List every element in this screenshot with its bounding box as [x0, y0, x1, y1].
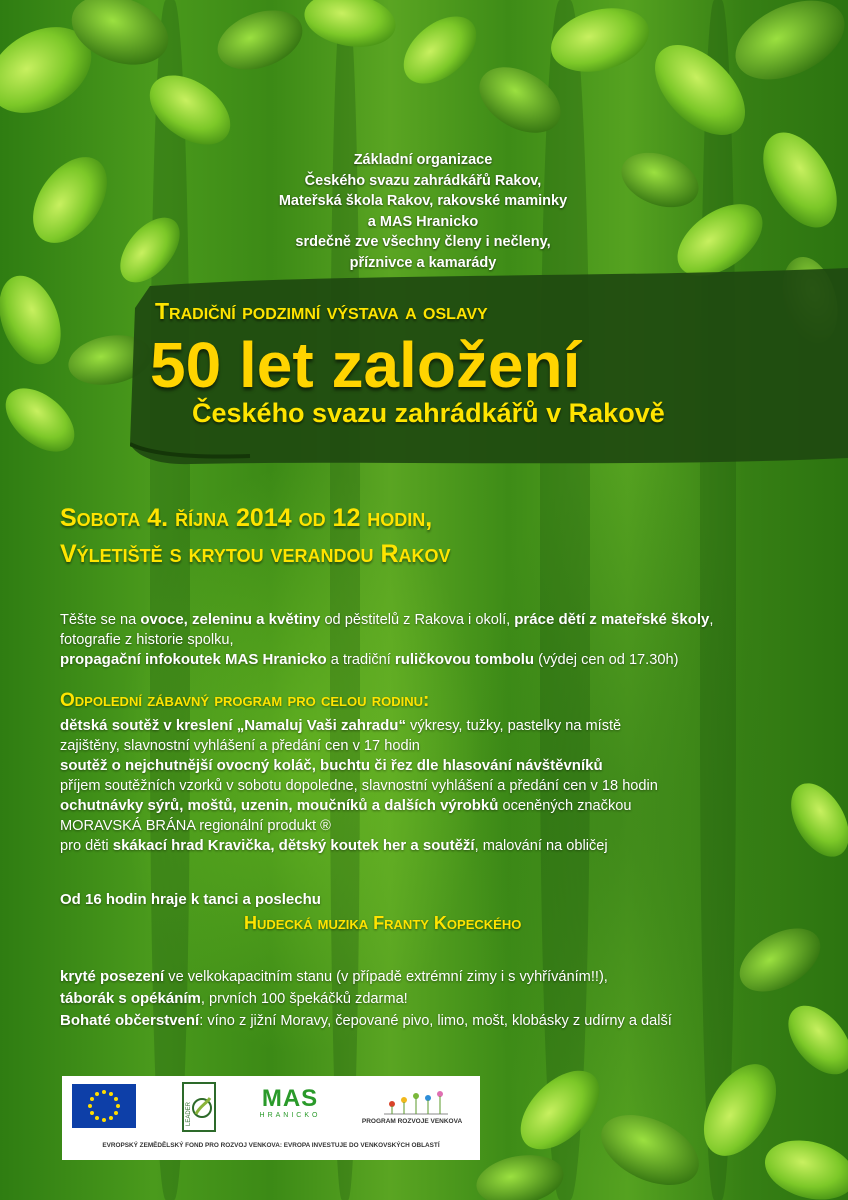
- svg-text:LEADER: LEADER: [186, 1101, 192, 1126]
- intro-line: a MAS Hranicko: [367, 213, 479, 230]
- extras-line: táborák s opékáním, prvních 100 špekáčků zdarma!: [60, 990, 408, 1007]
- sponsor-logos: [62, 1076, 480, 1160]
- intro-line: Mateřská škola Rakov, rakovské maminky: [278, 193, 568, 209]
- offer-line: fotografie z historie spolku,: [60, 631, 234, 648]
- intro-line: příznivce a kamarády: [349, 254, 497, 271]
- program-title: Odpolední zábavný program pro celou rodinu:: [60, 690, 430, 711]
- program-item: ochutnávky sýrů, moštů, uzenin, moučníků a dalších výrobků oceněných značkou: [60, 797, 632, 814]
- program-item: dětská soutěž v kreslení „Namaluj Vaši zahradu“ výkresy, tužky, pastelky na místě: [60, 717, 622, 734]
- leader-logo-icon: [182, 1082, 216, 1132]
- mas-hranicko-logo: MAS HRANICKO: [259, 1085, 321, 1119]
- logos-caption: EVROPSKÝ ZEMĚDĚLSKÝ FOND PRO ROZVOJ VENKOVA: EVROPA INVESTUJE DO VENKOVSKÝCH OBLASTÍ: [102, 1142, 440, 1149]
- offer-line: Těšte se na ovoce, zeleninu a květiny od pěstitelů z Rakova i okolí, práce dětí z mateřské školy,: [60, 611, 714, 628]
- page-title: 50 let založení: [150, 329, 581, 401]
- extras-text: [60, 966, 800, 1032]
- program-item: pro děti skákací hrad Kravička, dětský koutek her a soutěží, malování na obličej: [60, 837, 608, 854]
- program-item: příjem soutěžních vzorků v sobotu dopoledne, slavnostní vyhlášení a předání cen v 18 hodin: [60, 777, 658, 794]
- intro-line: Českého svazu zahrádkářů Rakov,: [304, 172, 542, 189]
- intro-text: [230, 150, 616, 273]
- prv-flowers-icon: [352, 1084, 472, 1118]
- program-item: soutěž o nejchutnější ovocný koláč, buchtu či řez dle hlasování návštěvníků: [60, 757, 603, 774]
- title-line-3: Českého svazu zahrádkářů v Rakově: [192, 398, 665, 428]
- offer-text: [60, 610, 800, 671]
- event-date: Sobota 4. října 2014 od 12 hodin,: [60, 504, 433, 532]
- event-info: [60, 500, 451, 572]
- intro-line: srdečně zve všechny členy i nečleny,: [295, 234, 551, 250]
- band-name: Hudecká muzika Franty Kopeckého: [244, 913, 522, 933]
- program-item: MORAVSKÁ BRÁNA regionální produkt ®: [60, 817, 331, 834]
- title-line-1: Tradiční podzimní výstava a oslavy: [155, 298, 488, 324]
- event-place: Výletiště s krytou verandou Rakov: [60, 540, 451, 568]
- extras-line: Bohaté občerstvení: víno z jižní Moravy, čepované pivo, limo, mošt, klobásky z udírny a další: [60, 1012, 672, 1029]
- program-list: [60, 716, 800, 857]
- eu-flag-icon: [72, 1084, 136, 1128]
- prv-logo: PROGRAM ROZVOJE VENKOVA: [352, 1084, 472, 1140]
- extras-line: kryté posezení ve velkokapacitním stanu (v případě extrémní zimy i s vyhříváním!!),: [60, 968, 608, 985]
- intro-line: Základní organizace: [353, 152, 493, 168]
- music-intro: Od 16 hodin hraje k tanci a poslechu: [60, 891, 321, 908]
- program-item: zajištěny, slavnostní vyhlášení a předání cen v 17 hodin: [60, 737, 420, 754]
- offer-line: propagační infokoutek MAS Hranicko a tradiční ruličkovou tombolu (výdej cen od 17.30h): [60, 651, 679, 668]
